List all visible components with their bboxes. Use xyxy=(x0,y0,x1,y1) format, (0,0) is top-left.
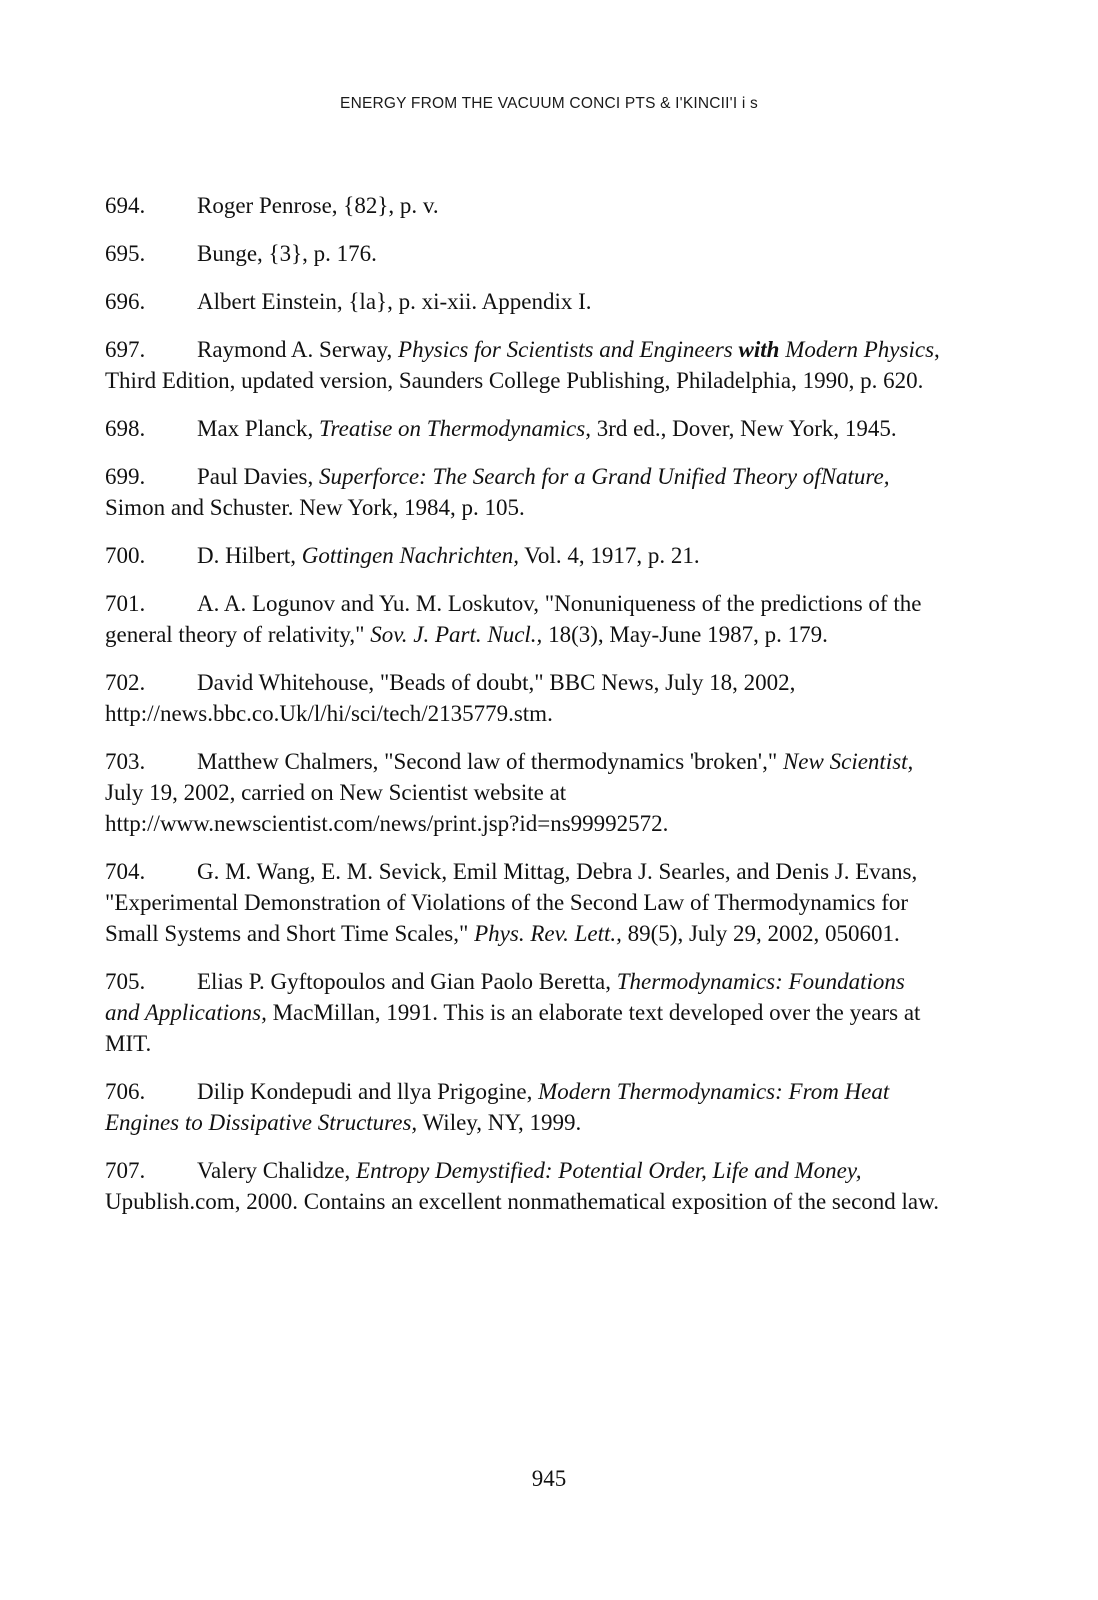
endnote-text: D. Hilbert, xyxy=(197,543,302,568)
page-number: 945 xyxy=(531,1466,567,1491)
endnote-text: , Third Edition, updated version, Saunders College Publishing, Philadelphia, 1990, p. 620. xyxy=(105,337,940,393)
endnote-number: 704. xyxy=(105,859,146,884)
endnote-number: 698. xyxy=(105,416,146,441)
endnote-item xyxy=(105,190,945,221)
endnote-text: Gottingen Nachrichten, xyxy=(301,543,519,568)
endnote-item xyxy=(105,966,945,1059)
endnote-number: 701. xyxy=(105,591,146,616)
endnote-text: Elias P. Gyftopoulos and Gian Paolo Beretta, xyxy=(197,969,617,994)
endnote-text: Treatise on Thermodynamics, xyxy=(319,416,591,441)
endnote-text: Physics for Scientists and Engineers xyxy=(398,337,739,362)
endnote-text: Simon and Schuster. New York, 1984, p. 105. xyxy=(105,495,525,520)
endnote-text: Phys. Rev. Lett., xyxy=(474,921,622,946)
endnote-number: 695. xyxy=(105,241,146,266)
endnote-text: 18(3), May-June 1987, p. 179. xyxy=(542,622,828,647)
endnote-item xyxy=(105,1076,945,1138)
endnote-text: Roger Penrose, {82}, p. v. xyxy=(197,193,439,218)
endnote-number: 694. xyxy=(105,193,146,218)
endnote-number: 697. xyxy=(105,337,146,362)
endnote-item xyxy=(105,1155,945,1217)
endnote-text: Wiley, NY, 1999. xyxy=(417,1110,582,1135)
endnote-text: Albert Einstein, {la}, p. xi-xii. Appendix I. xyxy=(197,289,592,314)
endnote-text: July 19, 2002, carried on New Scientist website at http://www.newscientist.com/news/print.jsp?id=ns99992572. xyxy=(105,780,669,836)
endnote-text: Max Planck, xyxy=(197,416,320,441)
endnote-text: 89(5), July 29, 2002, 050601. xyxy=(621,921,900,946)
endnote-text: Raymond A. Serway, xyxy=(197,337,399,362)
endnote-text: Modern Thermodynamics: From Heat Engines to Dissipative Structures, xyxy=(105,1079,890,1135)
endnote-number: 699. xyxy=(105,464,146,489)
endnote-text: David Whitehouse, "Beads of doubt," BBC News, July 18, 2002, http://news.bbc.co.Uk/l/hi/sci/tech/2135779.stm. xyxy=(105,670,796,726)
endnote-item xyxy=(105,461,945,523)
endnote-text: Dilip Kondepudi and llya Prigogine, xyxy=(197,1079,539,1104)
endnote-item xyxy=(105,413,945,444)
endnote-text: Matthew Chalmers, "Second law of thermodynamics 'broken'," xyxy=(197,749,783,774)
endnote-item xyxy=(105,588,945,650)
endnote-number: 696. xyxy=(105,289,146,314)
endnote-text: Modern Physics xyxy=(785,337,935,362)
endnote-text: Bunge, {3}, p. 176. xyxy=(197,241,377,266)
endnote-text: Superforce: The Search for a Grand Unified Theory ofNature, xyxy=(319,464,890,489)
endnote-text: Entropy Demystified: Potential Order, Life and Money, xyxy=(356,1158,862,1183)
endnote-text: Thermodynamics: Foundations and Applications, xyxy=(105,969,905,1025)
endnote-number: 705. xyxy=(105,969,146,994)
endnote-text: Paul Davies, xyxy=(197,464,320,489)
endnote-number: 702. xyxy=(105,670,146,695)
endnote-text: 3rd ed., Dover, New York, 1945. xyxy=(590,416,897,441)
endnote-item xyxy=(105,856,945,949)
endnote-text: Sov. J. Part. Nucl., xyxy=(370,622,543,647)
endnote-item xyxy=(105,238,945,269)
endnote-text: New Scientist, xyxy=(782,749,914,774)
endnote-text: Upublish.com, 2000. Contains an excellent nonmathematical exposition of the second law. xyxy=(105,1189,939,1214)
endnote-text: Vol. 4, 1917, p. 21. xyxy=(518,543,700,568)
running-head: ENERGY FROM THE VACUUM CONCI PTS & I'KINCII'I i s xyxy=(340,95,758,112)
endnote-text: Valery Chalidze, xyxy=(197,1158,357,1183)
endnote-item xyxy=(105,334,945,396)
endnotes-list xyxy=(105,190,945,1234)
endnote-number: 706. xyxy=(105,1079,146,1104)
endnote-text: with xyxy=(738,337,780,362)
endnote-text: MacMillan, 1991. This is an elaborate text developed over the years at MIT. xyxy=(105,1000,921,1056)
endnote-item xyxy=(105,746,945,839)
endnote-item xyxy=(105,540,945,571)
endnote-number: 707. xyxy=(105,1158,146,1183)
endnote-item xyxy=(105,286,945,317)
endnote-text: G. M. Wang, E. M. Sevick, Emil Mittag, Debra J. Searles, and Denis J. Evans, "Experimental Demonstration of Violations of the Second Law of Thermodynamics for Small Systems and Short Time Scales," xyxy=(105,859,918,946)
endnote-number: 700. xyxy=(105,543,146,568)
endnote-number: 703. xyxy=(105,749,146,774)
endnote-text: A. A. Logunov and Yu. M. Loskutov, "Nonuniqueness of the predictions of the general theory of relativity," xyxy=(105,591,922,647)
endnote-item xyxy=(105,667,945,729)
